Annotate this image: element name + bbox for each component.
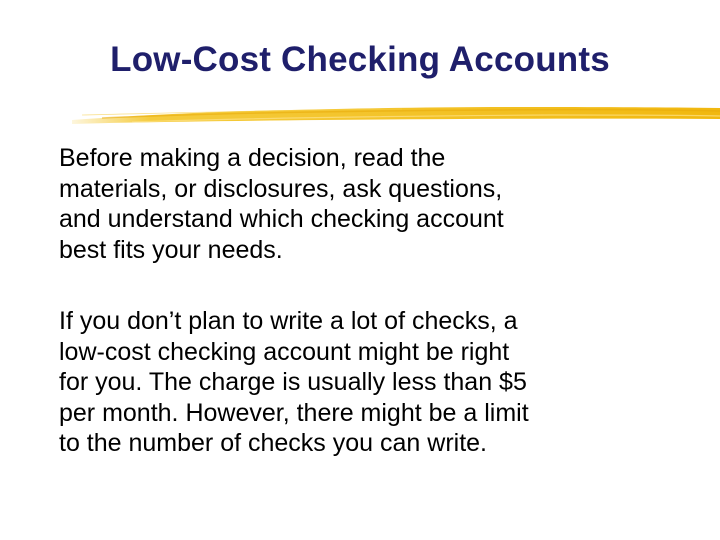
paragraph-low-cost-account-info: If you don’t plan to write a lot of checks, a low-cost checking account might be right for you. The charge is usually less than $5 per month. However, there might be a limit to the number of checks you can write. — [59, 307, 529, 458]
slide-title: Low-Cost Checking Accounts — [110, 40, 610, 79]
title-underline-brushstroke — [72, 100, 720, 128]
paragraph-decision-advice: Before making a decision, read the materials, or disclosures, ask questions, and understand which checking account best fits your needs. — [59, 144, 504, 264]
